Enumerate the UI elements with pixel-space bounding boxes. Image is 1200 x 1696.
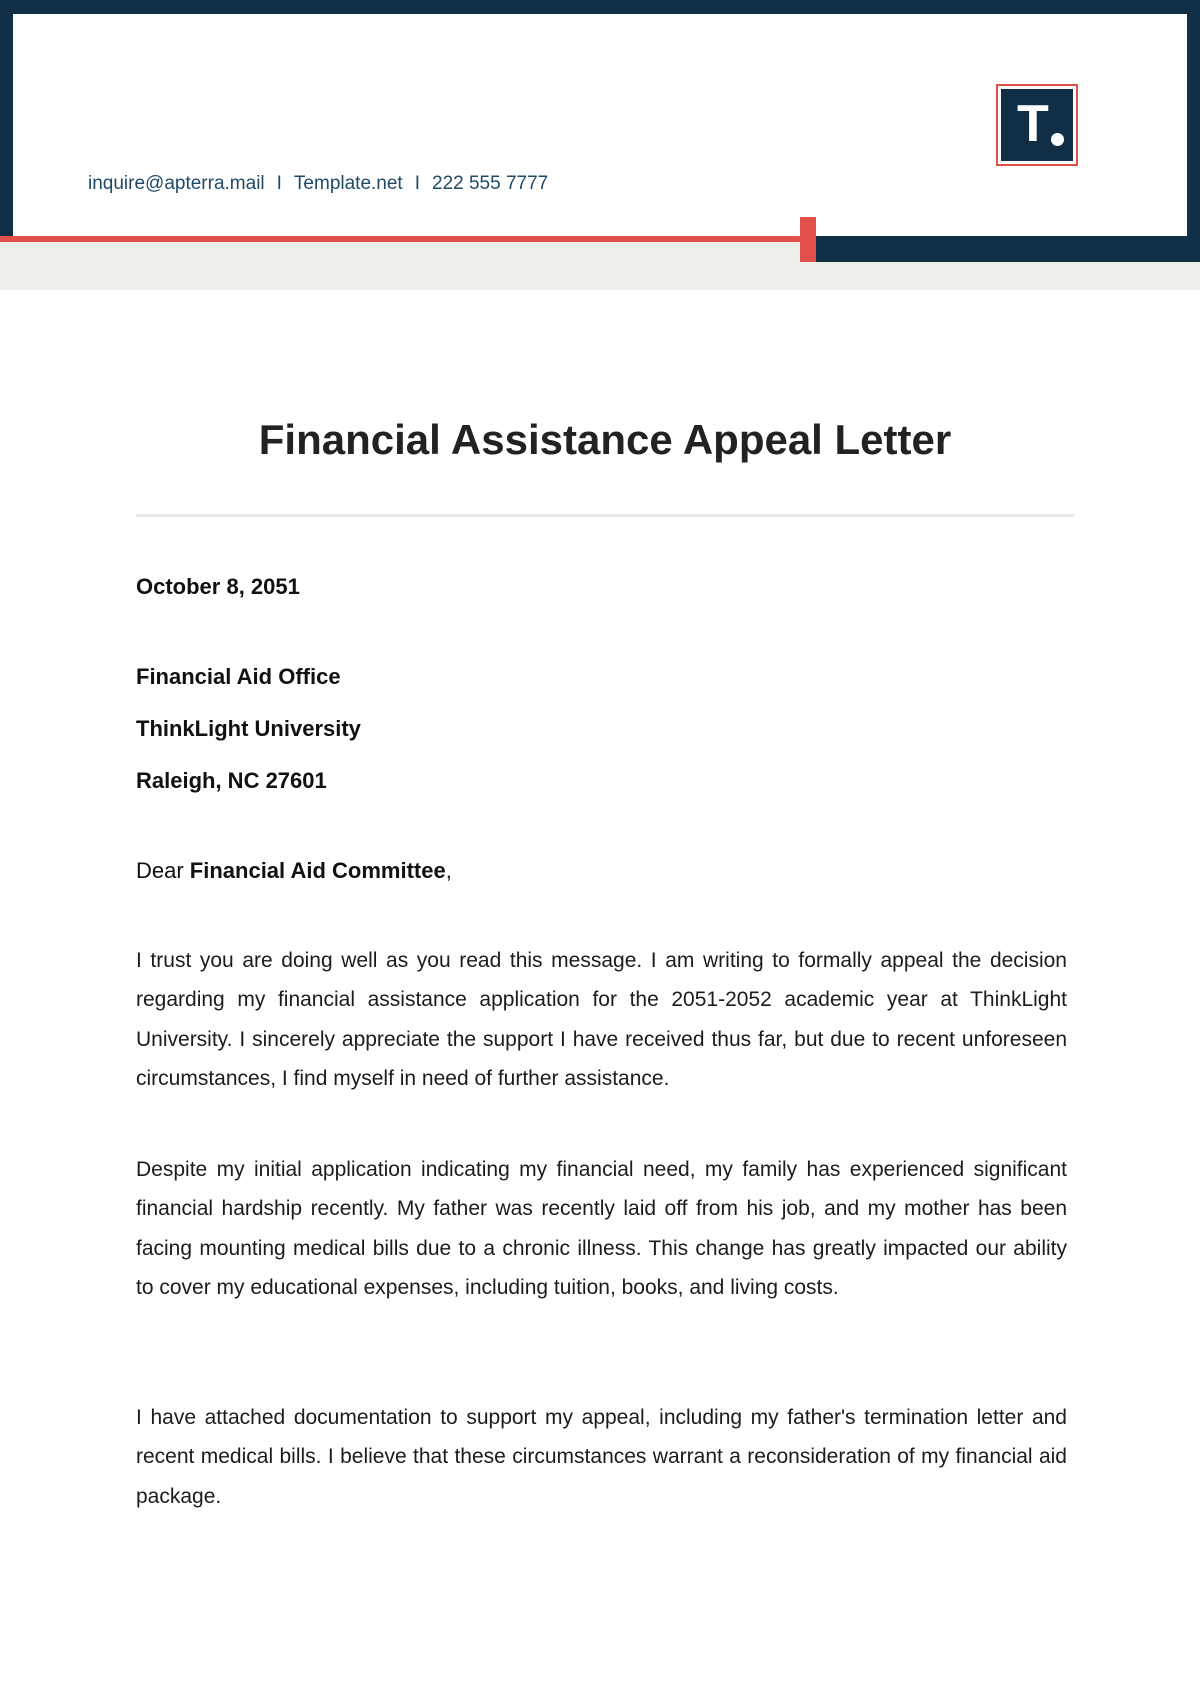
recipient-office: Financial Aid Office bbox=[136, 664, 341, 689]
title-divider bbox=[136, 514, 1074, 517]
recipient-institution: ThinkLight University bbox=[136, 716, 361, 741]
logo-dot-icon bbox=[1051, 133, 1064, 146]
logo-mark bbox=[1001, 89, 1073, 161]
letter-title: Financial Assistance Appeal Letter bbox=[258, 416, 952, 463]
letter-date: October 8, 2051 bbox=[136, 574, 300, 599]
salutation-suffix: , bbox=[445, 858, 452, 883]
header-frame-left bbox=[0, 0, 13, 236]
header-frame-top bbox=[0, 0, 1200, 14]
salutation-prefix: Dear bbox=[136, 858, 190, 883]
body-paragraph-1: I trust you are doing well as you read this message. I am writing to formally appeal the decision regarding my financial assistance application for the 2051-2052 academic year at ThinkLight University. I sincerely appreciate the support I have received thus far, but due to recent unforeseen circumstances, I find myself in need of further assistance. bbox=[136, 949, 1067, 1090]
header-accent-block bbox=[800, 217, 816, 262]
company-logo bbox=[996, 84, 1078, 166]
header-accent-line bbox=[0, 236, 800, 242]
contact-website[interactable]: Template.net bbox=[293, 173, 403, 194]
header-gray-band-right bbox=[816, 262, 1200, 290]
logo-letter: T bbox=[1017, 95, 1049, 153]
contact-separator: I bbox=[276, 173, 282, 194]
body-paragraph-2: Despite my initial application indicating my financial need, my family has experienced significant financial hardship recently. My father was recently laid off from his job, and my mother has been facing mounting medical bills due to a chronic illness. This change has greatly impacted our ability to cover my educational expenses, including tuition, books, and living costs. bbox=[136, 1158, 1067, 1299]
recipient-address: Raleigh, NC 27601 bbox=[136, 768, 327, 793]
body-paragraph-3: I have attached documentation to support my appeal, including my father's termination letter and recent medical bills. I believe that these circumstances warrant a reconsideration of my financial aid package. bbox=[136, 1406, 1067, 1508]
contact-phone[interactable]: 222 555 7777 bbox=[432, 173, 549, 194]
contact-separator: I bbox=[414, 173, 420, 194]
header-gray-band bbox=[0, 242, 816, 290]
salutation bbox=[136, 856, 452, 886]
salutation-name: Financial Aid Committee bbox=[189, 858, 446, 883]
contact-info bbox=[88, 173, 548, 195]
contact-email[interactable]: inquire@apterra.mail bbox=[88, 173, 265, 194]
